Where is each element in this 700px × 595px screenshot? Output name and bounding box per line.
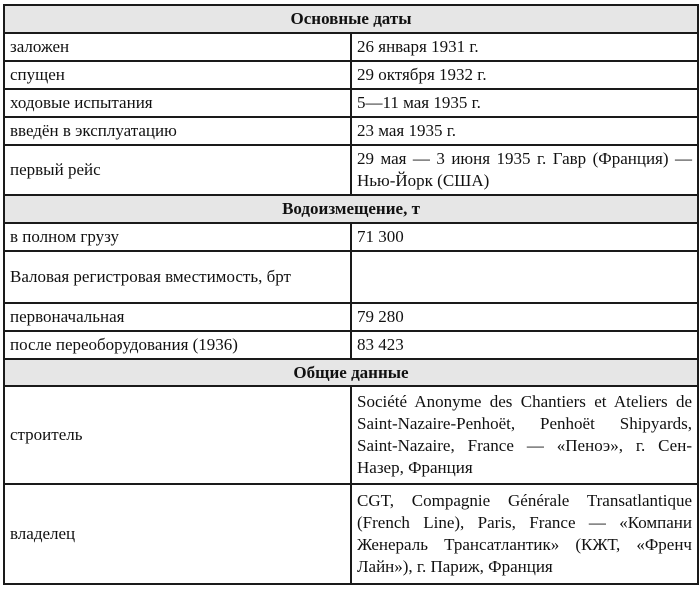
section-header-row: [4, 359, 698, 386]
table-row: [4, 223, 698, 251]
ship-spec-table: [3, 4, 699, 585]
row-value: 29 октября 1932 г.: [351, 61, 698, 89]
row-value: [351, 251, 698, 303]
table-row: [4, 33, 698, 61]
row-label: введён в эксплуатацию: [4, 117, 351, 145]
row-value: Société Anonyme des Chantiers et Ateliers de Saint-Nazaire-Penhoët, Penhoët Shipyards, Saint-Nazaire, France — «Пеноэ», г. Сен-Назер, Франция: [351, 386, 698, 484]
table-row: [4, 117, 698, 145]
row-value: 26 января 1931 г.: [351, 33, 698, 61]
table-row: [4, 145, 698, 195]
section-header-row: [4, 5, 698, 33]
table-row: [4, 303, 698, 331]
row-value: 23 мая 1935 г.: [351, 117, 698, 145]
table-row: [4, 484, 698, 584]
table-row: [4, 89, 698, 117]
table-row: [4, 61, 698, 89]
table-row: [4, 331, 698, 359]
section-title-dates: Основные даты: [4, 5, 698, 33]
table-row: [4, 251, 698, 303]
row-label: спущен: [4, 61, 351, 89]
section-title-general: Общие данные: [4, 359, 698, 386]
row-value: 83 423: [351, 331, 698, 359]
row-label: в полном грузу: [4, 223, 351, 251]
row-label: строитель: [4, 386, 351, 484]
section-title-displacement: Водоизмещение, т: [4, 195, 698, 223]
row-label: первоначальная: [4, 303, 351, 331]
row-label: заложен: [4, 33, 351, 61]
row-label: Валовая регистровая вместимость, брт: [4, 251, 351, 303]
row-value: 79 280: [351, 303, 698, 331]
row-label: первый рейс: [4, 145, 351, 195]
table-row: [4, 386, 698, 484]
section-header-row: [4, 195, 698, 223]
row-value: 5—11 мая 1935 г.: [351, 89, 698, 117]
row-label: владелец: [4, 484, 351, 584]
row-value: 29 мая — 3 июня 1935 г. Гавр (Франция) — Нью-Йорк (США): [351, 145, 698, 195]
row-label: ходовые испытания: [4, 89, 351, 117]
row-label: после переоборудования (1936): [4, 331, 351, 359]
row-value: CGT, Compagnie Générale Transatlantique (French Line), Paris, France — «Компани Женераль Трансатлантик» (КЖТ, «Френч Лайн»), г. Париж, Франция: [351, 484, 698, 584]
row-value: 71 300: [351, 223, 698, 251]
